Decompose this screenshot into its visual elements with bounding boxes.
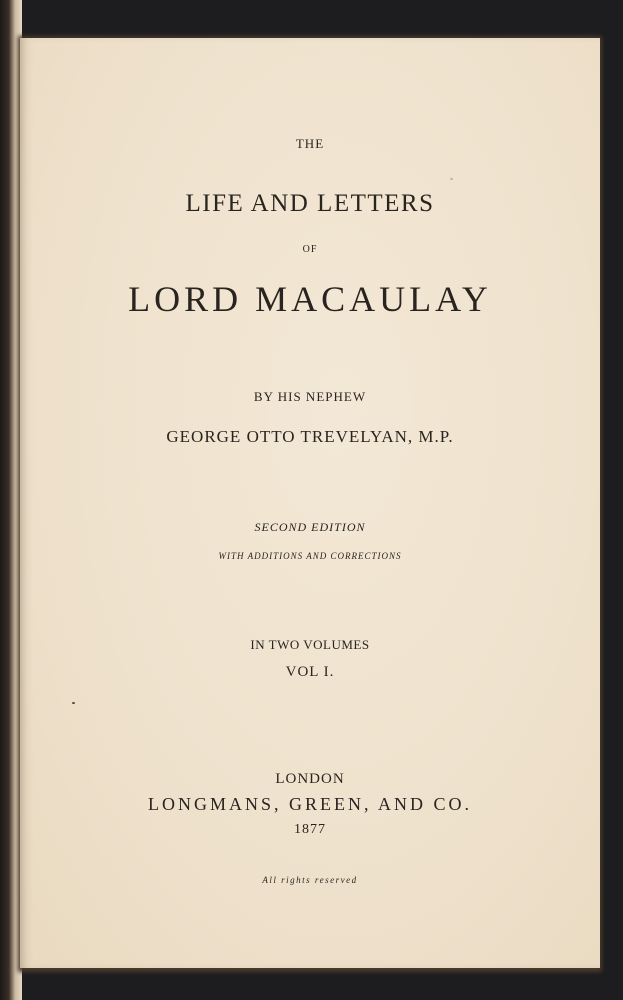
publication-year: 1877	[294, 822, 326, 837]
volumes-label: IN TWO VOLUMES	[250, 637, 370, 652]
rights-notice: All rights reserved	[262, 875, 358, 885]
publication-place: LONDON	[275, 771, 345, 787]
title-article: THE	[295, 136, 325, 151]
by-line: BY HIS NEPHEW	[253, 389, 367, 404]
edition-note: WITH ADDITIONS AND CORRECTIONS	[218, 551, 402, 561]
title-page	[20, 38, 600, 968]
volume-number: VOL I.	[285, 664, 335, 680]
title-of: OF	[302, 244, 318, 255]
author-name: GEORGE OTTO TREVELYAN, M.P.	[166, 427, 454, 446]
paper-speck	[450, 178, 453, 180]
title-main: LIFE AND LETTERS	[185, 190, 435, 217]
title-subject: LORD MACAULAY	[128, 279, 492, 319]
publisher-name: LONGMANS, GREEN, AND CO.	[147, 794, 472, 814]
edition-label: SECOND EDITION	[254, 520, 366, 534]
paper-speck	[72, 702, 75, 704]
